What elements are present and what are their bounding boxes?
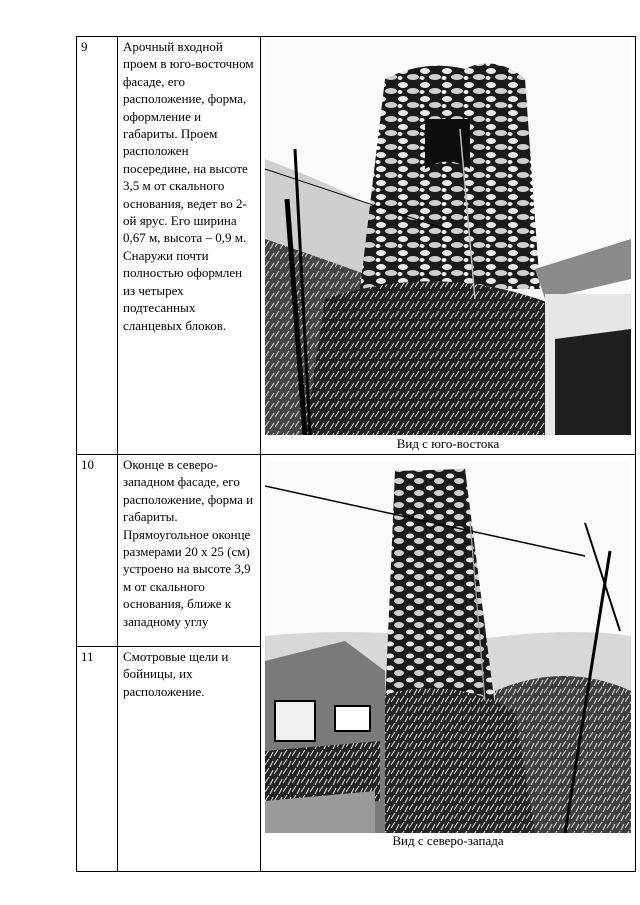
photo-cell	[261, 37, 636, 455]
table-row	[77, 37, 636, 455]
inventory-table	[76, 36, 636, 872]
tower-photo-southeast	[265, 39, 631, 435]
photo-caption: Вид с юго-востока	[396, 436, 500, 451]
photo-caption: Вид с северо-запада	[392, 833, 504, 848]
row-number: 10	[77, 455, 118, 647]
row-description: Смотровые щели и бойницы, их расположение.	[118, 647, 261, 872]
table-row	[77, 455, 636, 647]
row-number: 9	[77, 37, 118, 455]
row-description: Арочный входной проем в юго-восточном фасаде, его расположение, форма, оформление и габариты. Проем расположен посередине, на высоте 3,5 м от скального основания, ведет во 2-ой ярус. Его ширина 0,67 м, высота – 0,9 м. Снаружи почти полностью оформлен из четырех подтесанных сланцевых блоков.	[118, 37, 261, 455]
tower-photo-northwest-image	[265, 461, 631, 833]
row-description: Оконце в северо-западном фасаде, его расположение, форма и габариты. Прямоугольное оконце размерами 20 х 25 (см) устроено на высоте 3,9 м от скального основания, ближе к западному углу	[118, 455, 261, 647]
row-number: 11	[77, 647, 118, 872]
tower-photo-northwest	[265, 461, 631, 833]
tower-photo-southeast-image	[265, 39, 631, 435]
photo-cell	[261, 455, 636, 872]
